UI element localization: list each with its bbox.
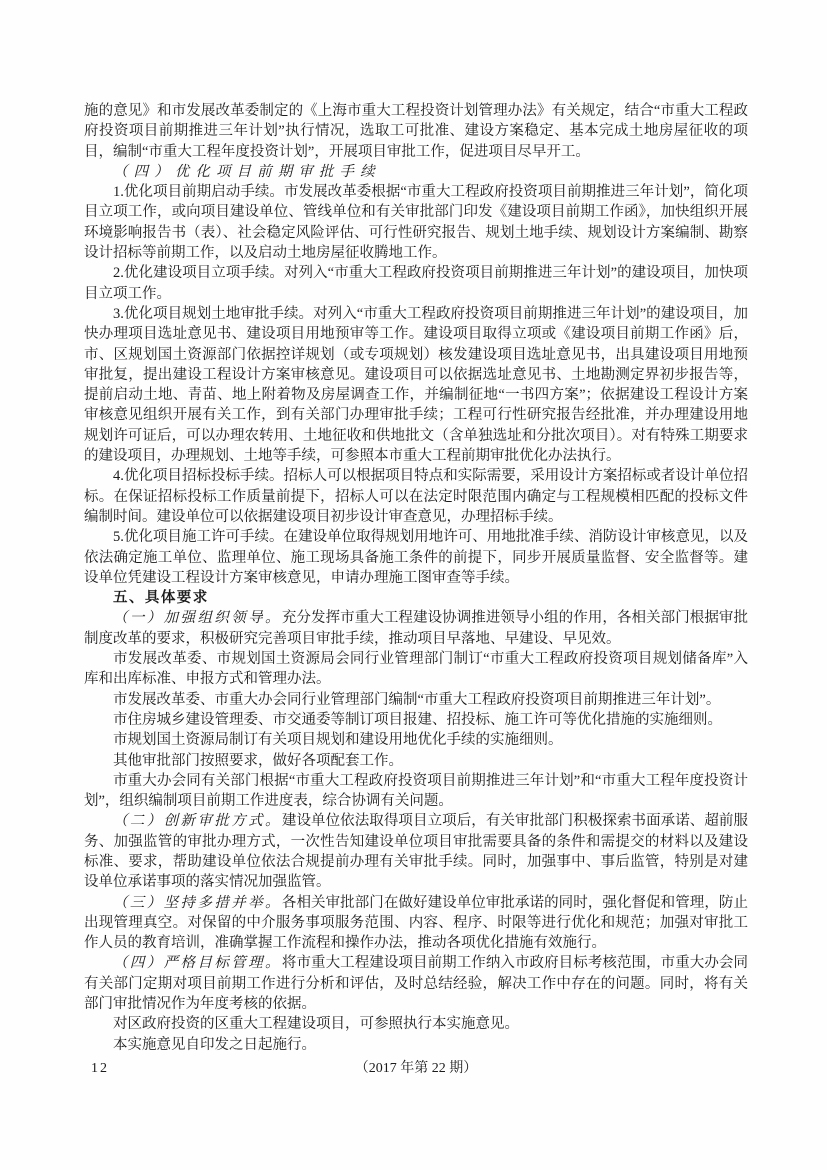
paragraph-text: 建设单位依法取得项目立项后，有关审批部门积极探索书面承诺、超前服务、加强监管的审批办理方式，一次性告知建设单位项目审批需要具备的条件和需提交的材料以及建设标准、要求，帮助建设单位依法合规提前办理有关审批手续。同时，加强事中、事后监管，特别是对建设单位承诺事项的落实情况加强监管。	[84, 813, 749, 891]
clause-heading: （二）创新审批方式。	[113, 813, 282, 830]
paragraph: 市发展改革委、市重大办会同行业管理部门编制“市重大工程政府投资项目前期推进三年计划”。	[113, 691, 721, 708]
paragraph: 对区政府投资的区重大工程建设项目，可参照执行本实施意见。	[113, 1016, 519, 1033]
issue-label: （2017 年第 22 期）	[354, 1061, 478, 1076]
paragraph	[84, 811, 748, 892]
section-heading: （四）优化项目前期审批手续	[113, 163, 381, 180]
paragraph: 市发展改革委、市规划国土资源局会同行业管理部门制订“市重大工程政府投资项目规划储备库”入库和出库标准、申报方式和管理办法。	[84, 651, 748, 688]
paragraph-text: 充分发挥市重大工程建设协调推进领导小组的作用，各相关部门根据审批制度改革的要求，积极研究完善项目审批手续，推动项目早落地、早建设、早见效。	[84, 610, 749, 647]
document-text-block	[84, 101, 748, 1055]
paragraph	[84, 608, 748, 649]
clause-heading: （一）加强组织领导。	[113, 610, 282, 627]
paragraph: 其他审批部门按照要求，做好各项配套工作。	[113, 752, 403, 769]
paragraph-text: 各相关审批部门在做好建设单位审批承诺的同时，强化督促和管理，防止出现管理真空。对保留的中介服务事项服务范围、内容、程序、时限等进行优化和规范；加强对审批工作人员的教育培训，准确掌握工作流程和操作办法，推动各项优化措施有效施行。	[84, 894, 749, 952]
paragraph: 市重大办会同有关部门根据“市重大工程政府投资项目前期推进三年计划”和“市重大工程年度投资计划”，组织编制项目前期工作进度表，综合协调有关问题。	[84, 772, 748, 810]
paragraph: 1.优化项目前期启动手续。市发展改革委根据“市重大工程政府投资项目前期推进三年计划”，简化项目立项工作，或向项目建设单位、管线单位和有关审批部门印发《建设项目前期工作函》，加快组织开展环境影响报告书（表）、社会稳定风险评估、可行性研究报告、规划土地手续、规划设计方案编制、勘察设计招标等前期工作，以及启动土地房屋征收腾地工作。	[84, 184, 748, 262]
page-number: 12	[91, 1061, 109, 1076]
paragraph: 2.优化建设项目立项手续。对列入“市重大工程政府投资项目前期推进三年计划”的建设项目，加快项目立项工作。	[84, 265, 748, 302]
paragraph	[84, 953, 748, 1014]
paragraph: 本实施意见自印发之日起施行。	[113, 1036, 316, 1053]
paragraph	[84, 893, 748, 954]
section-heading: 五、具体要求	[113, 590, 209, 607]
clause-heading: （三）坚持多措并举。	[113, 894, 282, 911]
page-footer	[84, 1059, 748, 1081]
clause-heading: （四）严格目标管理。	[113, 955, 282, 972]
paragraph-text: 将市重大工程建设项目前期工作纳入市政府目标考核范围，市重大办会同有关部门定期对项目前期工作进行分析和评估，及时总结经验，解决工作中存在的问题。同时，将有关部门审批情况作为年度考核的依据。	[84, 955, 749, 1013]
paragraph: 5.优化项目施工许可手续。在建设单位取得规划用地许可、用地批准手续、消防设计审核意见，以及依法确定施工单位、监理单位、施工现场具备施工条件的前提下，同步开展质量监督、安全监督等。建设单位凭建设工程设计方案审核意见，申请办理施工图审查等手续。	[84, 529, 748, 586]
paragraph: 4.优化项目招标投标手续。招标人可以根据项目特点和实际需要，采用设计方案招标或者设计单位招标。在保证招标投标工作质量前提下，招标人可以在法定时限范围内确定与工程规模相匹配的投标文件编制时间。建设单位可以依据建设项目初步设计审查意见，办理招标手续。	[84, 468, 748, 525]
paragraph: 3.优化项目规划土地审批手续。对列入“市重大工程政府投资项目前期推进三年计划”的建设项目，加快办理项目选址意见书、建设项目用地预审等工作。建设项目取得立项或《建设项目前期工作函》后，市、区规划国土资源部门依据控详规划（或专项规划）核发建设项目选址意见书，出具建设项目用地预审批复，提出建设工程设计方案审核意见。建设项目可以依据选址意见书、土地勘测定界初步报告等，提前启动土地、青苗、地上附着物及房屋调查工作，并编制征地“一书四方案”；依据建设工程设计方案审核意见组织开展有关工作，到有关部门办理审批手续；工程可行性研究报告经批准，并办理建设用地规划许可证后，可以办理农转用、土地征收和供地批文（含单独选址和分批次项目）。对有特殊工期要求的建设项目，办理规划、土地等手续，可参照本市重大工程前期审批优化办法执行。	[84, 305, 748, 465]
paragraph: 施的意见》和市发展改革委制定的《上海市重大工程投资计划管理办法》有关规定，结合“市重大工程政府投资项目前期推进三年计划”执行情况，选取工可批准、建设方案稳定、基本完成土地房屋征收的项目，编制“市重大工程年度投资计划”，开展项目审批工作，促进项目尽早开工。	[84, 103, 748, 160]
paragraph: 市规划国土资源局制订有关项目规划和建设用地优化手续的实施细则。	[113, 732, 563, 749]
paragraph: 市住房城乡建设管理委、市交通委等制订项目报建、招投标、施工许可等优化措施的实施细则。	[113, 711, 722, 728]
